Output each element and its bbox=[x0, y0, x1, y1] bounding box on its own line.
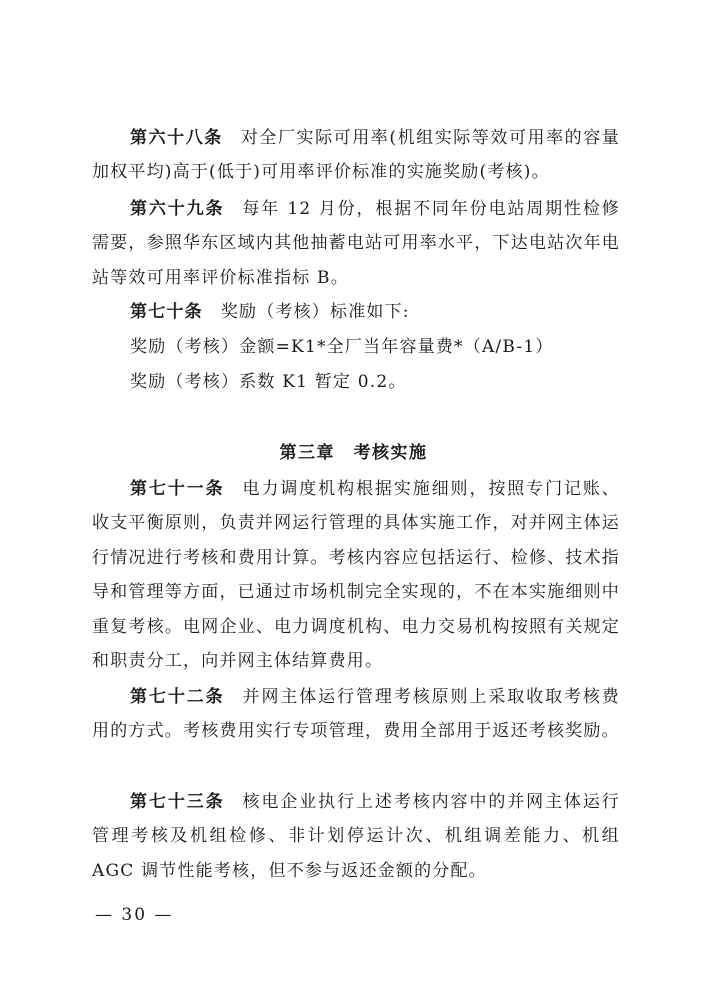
page-number: — 30 — bbox=[95, 905, 174, 925]
chapter-title: 第三章 考核实施 bbox=[279, 443, 428, 463]
article-text: 奖励（考核）标准如下: bbox=[220, 302, 410, 322]
article-label: 第七十三条 bbox=[130, 792, 225, 812]
article-71 bbox=[92, 472, 620, 678]
article-label: 第六十九条 bbox=[130, 199, 225, 219]
article-text: 对全厂实际可用率(机组实际等效可用率的容量加权平均)高于(低于)可用率评价标准的实施奖励(考核)。 bbox=[92, 128, 621, 183]
article-text: 核电企业执行上述考核内容中的并网主体运行管理考核及机组检修、非计划停运计次、机组调差能力、机组 AGC 调节性能考核，但不参与返还金额的分配。 bbox=[92, 792, 621, 881]
article-69 bbox=[92, 192, 620, 295]
article-text: 并网主体运行管理考核原则上采取收取考核费用的方式。考核费用实行专项管理，费用全部用于返还考核奖励。 bbox=[92, 687, 621, 742]
article-72 bbox=[92, 680, 620, 749]
article-label: 第七十条 bbox=[130, 302, 203, 322]
article-label: 第六十八条 bbox=[130, 128, 223, 148]
article-label: 第七十二条 bbox=[130, 687, 225, 707]
article-text: 电力调度机构根据实施细则，按照专门记账、收支平衡原则，负责并网运行管理的具体实施工作，对并网主体运行情况进行考核和费用计算。考核内容应包括运行、检修、技术指导和管理等方面，已通过市场机制完全实现的，不在本实施细则中重复考核。电网企业、电力调度机构、电力交易机构按照有关规定和职责分工，向并网主体结算费用。 bbox=[92, 479, 621, 672]
article-73 bbox=[92, 785, 620, 888]
article-70 bbox=[92, 295, 620, 329]
article-label: 第七十一条 bbox=[130, 479, 225, 499]
article-68 bbox=[92, 121, 620, 190]
article-text: 每年 12 月份，根据不同年份电站周期性检修需要，参照华东区域内其他抽蓄电站可用率水平，下达电站次年电站等效可用率评价标准指标 B。 bbox=[92, 199, 621, 288]
coefficient-line: 奖励（考核）系数 K1 暂定 0.2。 bbox=[130, 372, 407, 392]
formula-line: 奖励（考核）金额=K1*全厂当年容量费*（A/B-1） bbox=[130, 337, 554, 357]
